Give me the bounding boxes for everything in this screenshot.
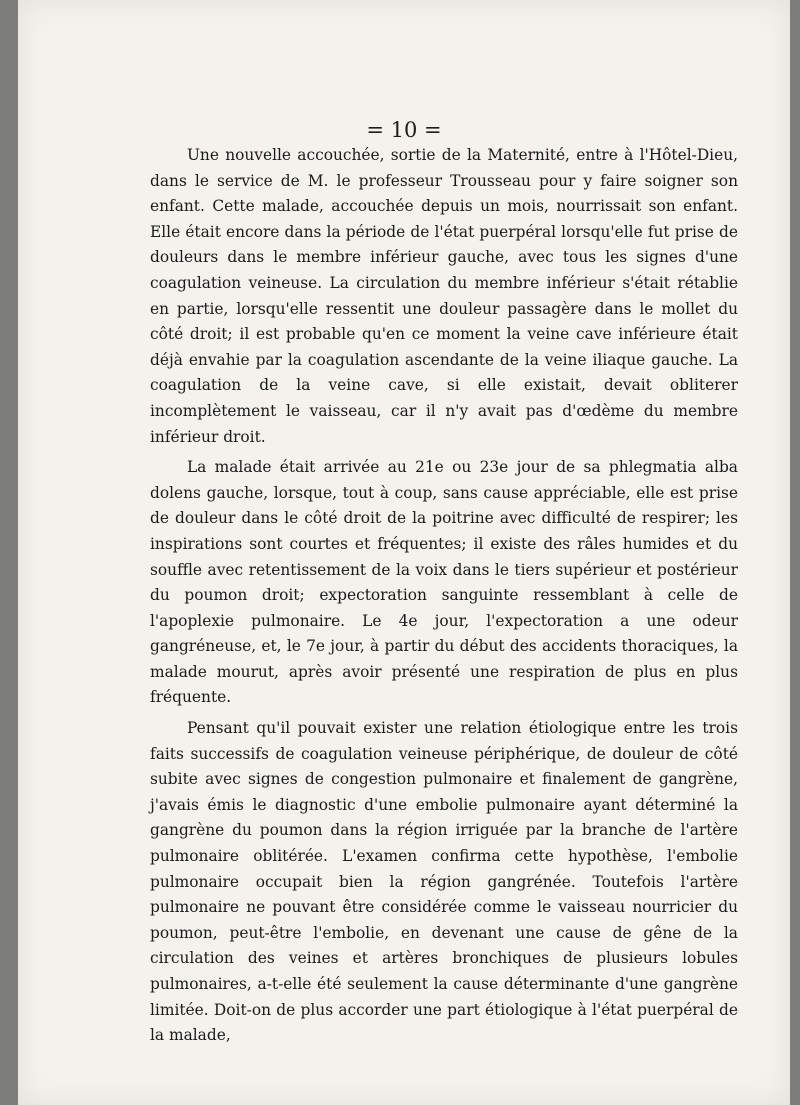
page-number: = 10 =	[366, 118, 442, 142]
paragraph-2: La malade était arrivée au 21e ou 23e jour de sa phlegmatia alba dolens gauche, lorsque, tout à coup, sans cause appréciable, elle est prise de douleur dans le côté droit de la poitrine avec difficulté de respirer; les inspirations sont courtes et fréquentes; il existe des râles humides et du souffle avec retentissement de la voix dans le tiers supérieur et postérieur du poumon droit; expectoration sanguinte ressemblant à celle de l'apoplexie pulmonaire. Le 4e jour, l'expectoration a une odeur gangréneuse, et, le 7e jour, à partir du début des accidents thoraciques, la malade mourut, après avoir présenté une respiration de plus en plus fréquente.	[150, 458, 738, 707]
book-page	[18, 0, 790, 1105]
paragraph-1: Une nouvelle accouchée, sortie de la Maternité, entre à l'Hôtel-Dieu, dans le service de M. le professeur Trousseau pour y faire soigner son enfant. Cette malade, accouchée depuis un mois, nourrissait son enfant. Elle était encore dans la période de l'état puerpéral lorsqu'elle fut prise de douleurs dans le membre inférieur gauche, avec tous les signes d'une coagulation veineuse. La circulation du membre inférieur s'était rétablie en partie, lorsqu'elle ressentit une douleur passagère dans le mollet du côté droit; il est probable qu'en ce moment la veine cave inférieure était déjà envahie par la coagulation ascendante de la veine iliaque gauche. La coagulation de la veine cave, si elle existait, devait obliterer incomplètement le vaisseau, car il n'y avait pas d'œdème du membre inférieur droit.	[150, 146, 738, 446]
body-text	[150, 143, 738, 1049]
paragraph-3: Pensant qu'il pouvait exister une relation étiologique entre les trois faits successifs de coagulation veineuse périphérique, de douleur de côté subite avec signes de congestion pulmonaire et finalement de gangrène, j'avais émis le diagnostic d'une embolie pulmonaire ayant déterminé la gangrène du poumon dans la région irriguée par la branche de l'artère pulmonaire oblitérée. L'examen confirma cette hypothèse, l'embolie pulmonaire occupait bien la région gangrénée. Toutefois l'artère pulmonaire ne pouvant être considérée comme le vaisseau nourricier du poumon, peut-être l'embolie, en devenant une cause de gêne de la circulation des veines et artères bronchiques de plusieurs lobules pulmonaires, a-t-elle été seulement la cause déterminante d'une gangrène limitée. Doit-on de plus accorder une part étiologique à l'état puerpéral de la malade,	[150, 719, 738, 1045]
